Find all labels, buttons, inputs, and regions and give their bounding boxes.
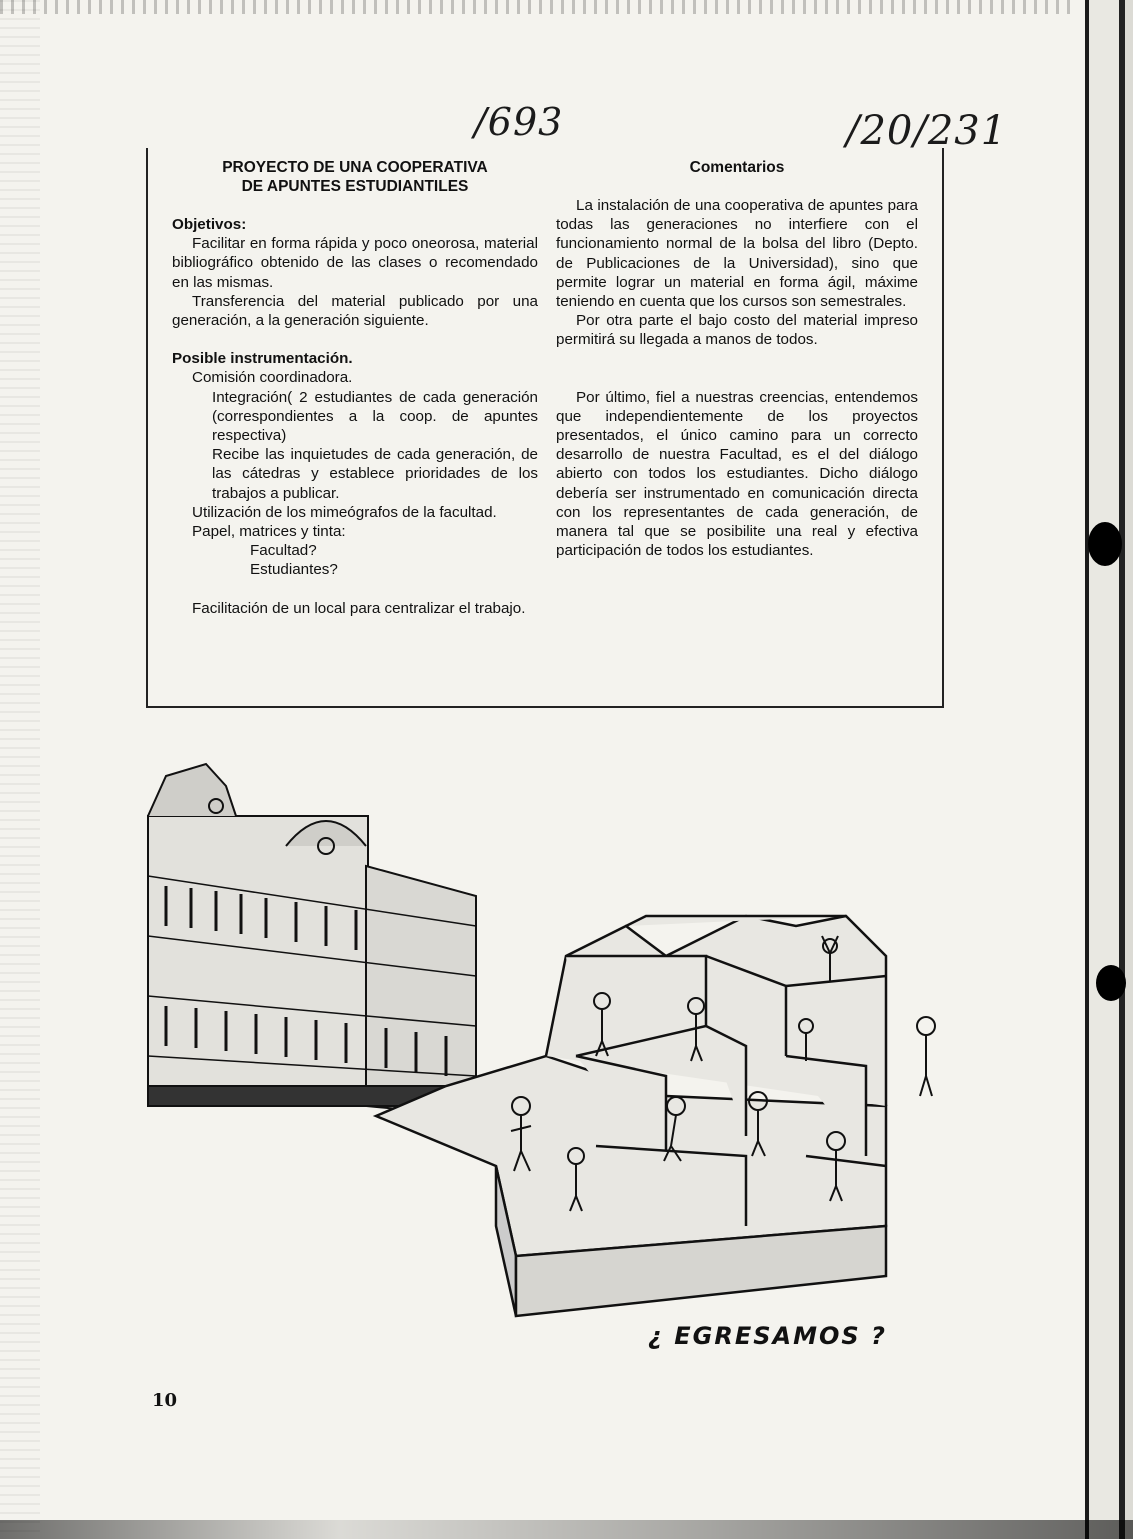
scan-binding-edge [1075,0,1133,1539]
cartoon-illustration [146,756,936,1356]
handwritten-corner-number: /20/231 [846,108,1008,154]
scan-bottom-edge [0,1520,1133,1539]
article-title-line-2: DE APUNTES ESTUDIANTILES [241,178,469,195]
right-column [556,158,918,560]
ink-blot [1088,522,1122,566]
page-number: 10 [152,1390,178,1411]
article-title-line-1: PROYECTO DE UNA COOPERATIVA [222,159,488,176]
integracion-text: Integración( 2 estudiantes de cada generación (correspondientes a la coop. de apuntes respectiva) [212,388,538,445]
recibe-text: Recibe las inquietudes de cada generación, de las cátedras y establece prioridades de los trabajos a publicar. [212,446,538,502]
scan-top-edge [0,0,1133,14]
objetivos-paragraph-1: Facilitar en forma rápida y poco oneorosa, material bibliográfico obtenido de las clases o recomendado en las mismas. [172,235,538,291]
cartoon-caption: ¿ EGRESAMOS ? [648,1322,887,1350]
estudiantes-question: Estudiantes? [250,561,338,579]
comision-text: Comisión coordinadora. [192,369,353,387]
comentarios-paragraph-2: Por otra parte el bajo costo del material impreso permitirá su llegada a manos de todos. [556,312,918,349]
comentarios-paragraph-3: Por último, fiel a nuestras creencias, entendemos que independientemente de los proyectos presentados, el único camino para un correcto desarrollo de nuestra Facultad, es el del diálogo abierto con todos los estudiantes. Dicho diálogo debería ser instrumentado en comunicación directa con los representantes de cada generación, de manera tal que se posibilite una real y efectiva participación de todos los estudiantes. [556,388,918,560]
papel-text: Papel, matrices y tinta: [192,523,346,541]
scan-noise-left [0,0,40,1539]
comentarios-title: Comentarios [689,159,785,176]
utilizacion-text: Utilización de los mimeógrafos de la facultad. [192,503,497,521]
ink-blot [1096,965,1126,1001]
comentarios-paragraph-1: La instalación de una cooperativa de apuntes para todas las generaciones no interfiere con el funcionamiento normal de la bolsa del libro (Depto. de Publicaciones de la Universidad), sino que permite lograr un material en forma ágil, máxime teniendo en cuenta que los cursos son semestrales. [556,197,918,311]
left-column [172,158,538,618]
objetivos-title: Objetivos: [172,216,247,233]
local-text: Facilitación de un local para centralizar el trabajo. [192,599,526,617]
objetivos-paragraph-2: Transferencia del material publicado por una generación, a la generación siguiente. [172,292,538,330]
facultad-question: Facultad? [250,542,317,560]
faculty-building-drawing [148,764,478,1116]
handwritten-top-number: /693 [474,100,564,144]
instrumentacion-title: Posible instrumentación. [172,350,353,368]
